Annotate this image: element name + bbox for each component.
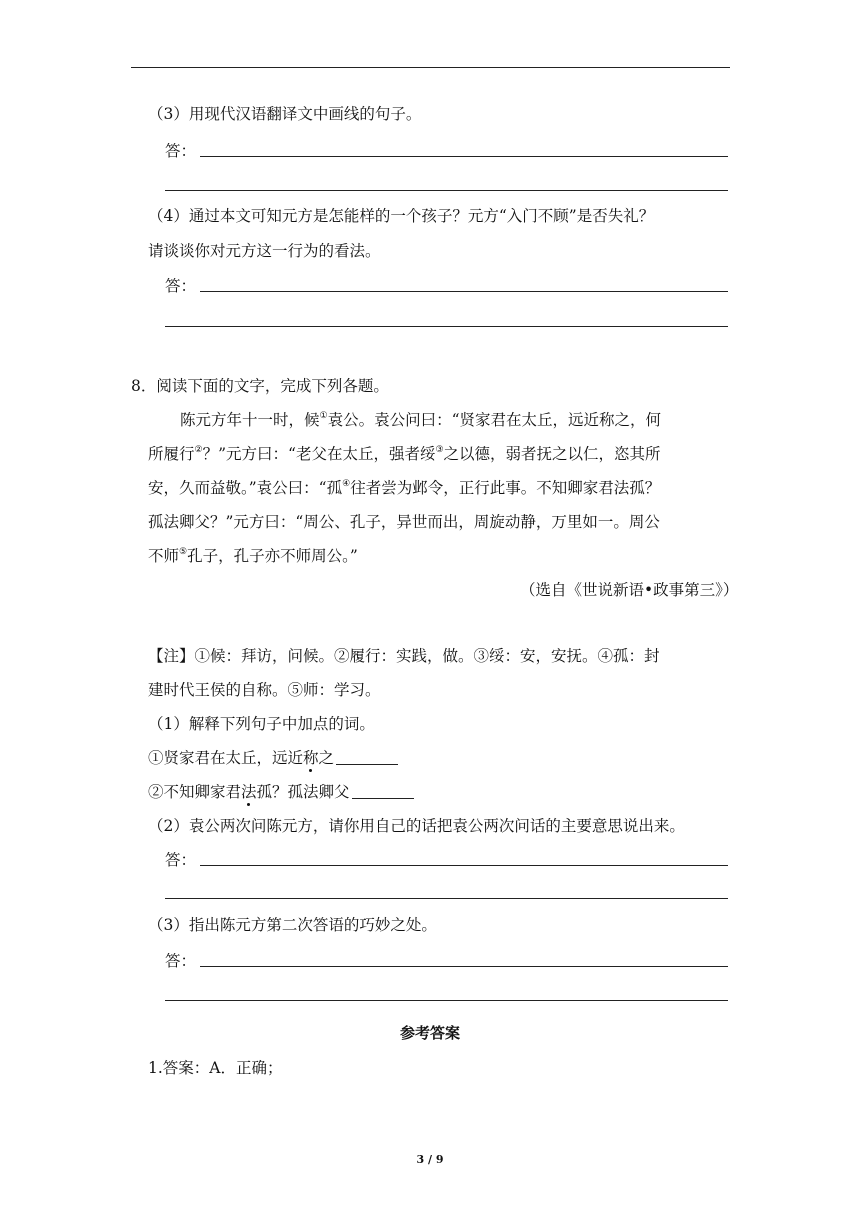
answer-line[interactable]: [200, 156, 728, 157]
dotted-word: 法: [241, 783, 257, 801]
q8-part2-prompt: （2）袁公两次问陈元方，请你用自己的话把袁公两次问话的主要意思说出来。: [148, 817, 685, 835]
passage-line-1: [180, 410, 661, 430]
passage-text: 之以德，弱者抚之以仁，恣其所: [443, 445, 661, 463]
answer-label: 答：: [165, 851, 197, 869]
item-text: ①贤家君在太丘，远近: [148, 749, 304, 767]
footnote-mark: ①: [319, 411, 328, 421]
footnote-mark: ②: [194, 445, 203, 455]
passage-text: 安，久而益敬。”袁公曰：“孤: [148, 479, 343, 497]
passage-text: 陈元方年十一时，候: [180, 411, 320, 429]
answer-line[interactable]: [165, 326, 728, 327]
passage-text: 往者尝为邺令，正行此事。不知卿家君法孤？: [350, 479, 661, 497]
item-text: ②不知卿家君: [148, 783, 242, 801]
passage-text: ？”元方曰：“老父在太丘，强者绥: [202, 445, 436, 463]
item-text: 之: [318, 749, 335, 767]
reference-answer-1: 1.答案：A．正确；: [148, 1059, 283, 1077]
q8-part1-item-b: [148, 782, 414, 802]
passage-text: 孔子，孔子亦不师周公。”: [187, 547, 358, 565]
q8-part1-prompt: （1）解释下列句子中加点的词。: [148, 715, 375, 733]
passage-line-5: [148, 546, 358, 566]
dotted-word: 称: [303, 749, 319, 767]
passage-line-2: [148, 444, 661, 464]
q8-part1-item-a: [148, 748, 398, 768]
passage-source: （选自《世说新语•政事第三》）: [520, 581, 739, 599]
passage-line-4: 孤法卿父？”元方曰：“周公、孔子，异世而出，周旋动静，万里如一。周公: [148, 513, 660, 531]
q7-part3-prompt: （3）用现代汉语翻译文中画线的句子。: [148, 105, 422, 123]
answer-label: 答：: [165, 952, 197, 970]
answer-line[interactable]: [200, 966, 728, 967]
notes-line-2: 建时代王侯的自称。⑤师：学习。: [148, 681, 381, 699]
passage-text: 袁公。袁公问曰：“贤家君在太丘，远近称之，何: [327, 411, 662, 429]
footnote-mark: ④: [342, 479, 351, 489]
reference-heading: 参考答案: [399, 1024, 460, 1042]
fill-blank[interactable]: [352, 784, 414, 799]
answer-line[interactable]: [200, 291, 728, 292]
page-number: 3 / 9: [416, 1153, 444, 1166]
answer-line[interactable]: [200, 865, 728, 866]
answer-line[interactable]: [165, 1000, 728, 1001]
item-text: 孤？孤法卿父: [256, 783, 350, 801]
footnote-mark: ③: [435, 445, 444, 455]
header-rule: [131, 67, 730, 68]
answer-label: 答：: [165, 277, 197, 295]
q8-part3-prompt: （3）指出陈元方第二次答语的巧妙之处。: [148, 916, 437, 934]
answer-label: 答：: [165, 142, 197, 160]
passage-text: 不师: [148, 547, 180, 565]
q7-part4-prompt-cont: 请谈谈你对元方这一行为的看法。: [148, 242, 381, 260]
q7-part4-prompt: （4）通过本文可知元方是怎能样的一个孩子？元方“入门不顾”是否失礼？: [148, 207, 655, 225]
passage-line-3: [148, 478, 660, 498]
q8-intro: 8．阅读下面的文字，完成下列各题。: [131, 377, 389, 395]
fill-blank[interactable]: [336, 750, 398, 765]
passage-text: 所履行: [148, 445, 195, 463]
notes-line-1: 【注】①候：拜访，问候。②履行：实践，做。③绥：安，安抚。④孤：封: [148, 647, 660, 665]
footnote-mark: ⑤: [179, 547, 188, 557]
answer-line[interactable]: [165, 190, 728, 191]
answer-line[interactable]: [165, 898, 728, 899]
